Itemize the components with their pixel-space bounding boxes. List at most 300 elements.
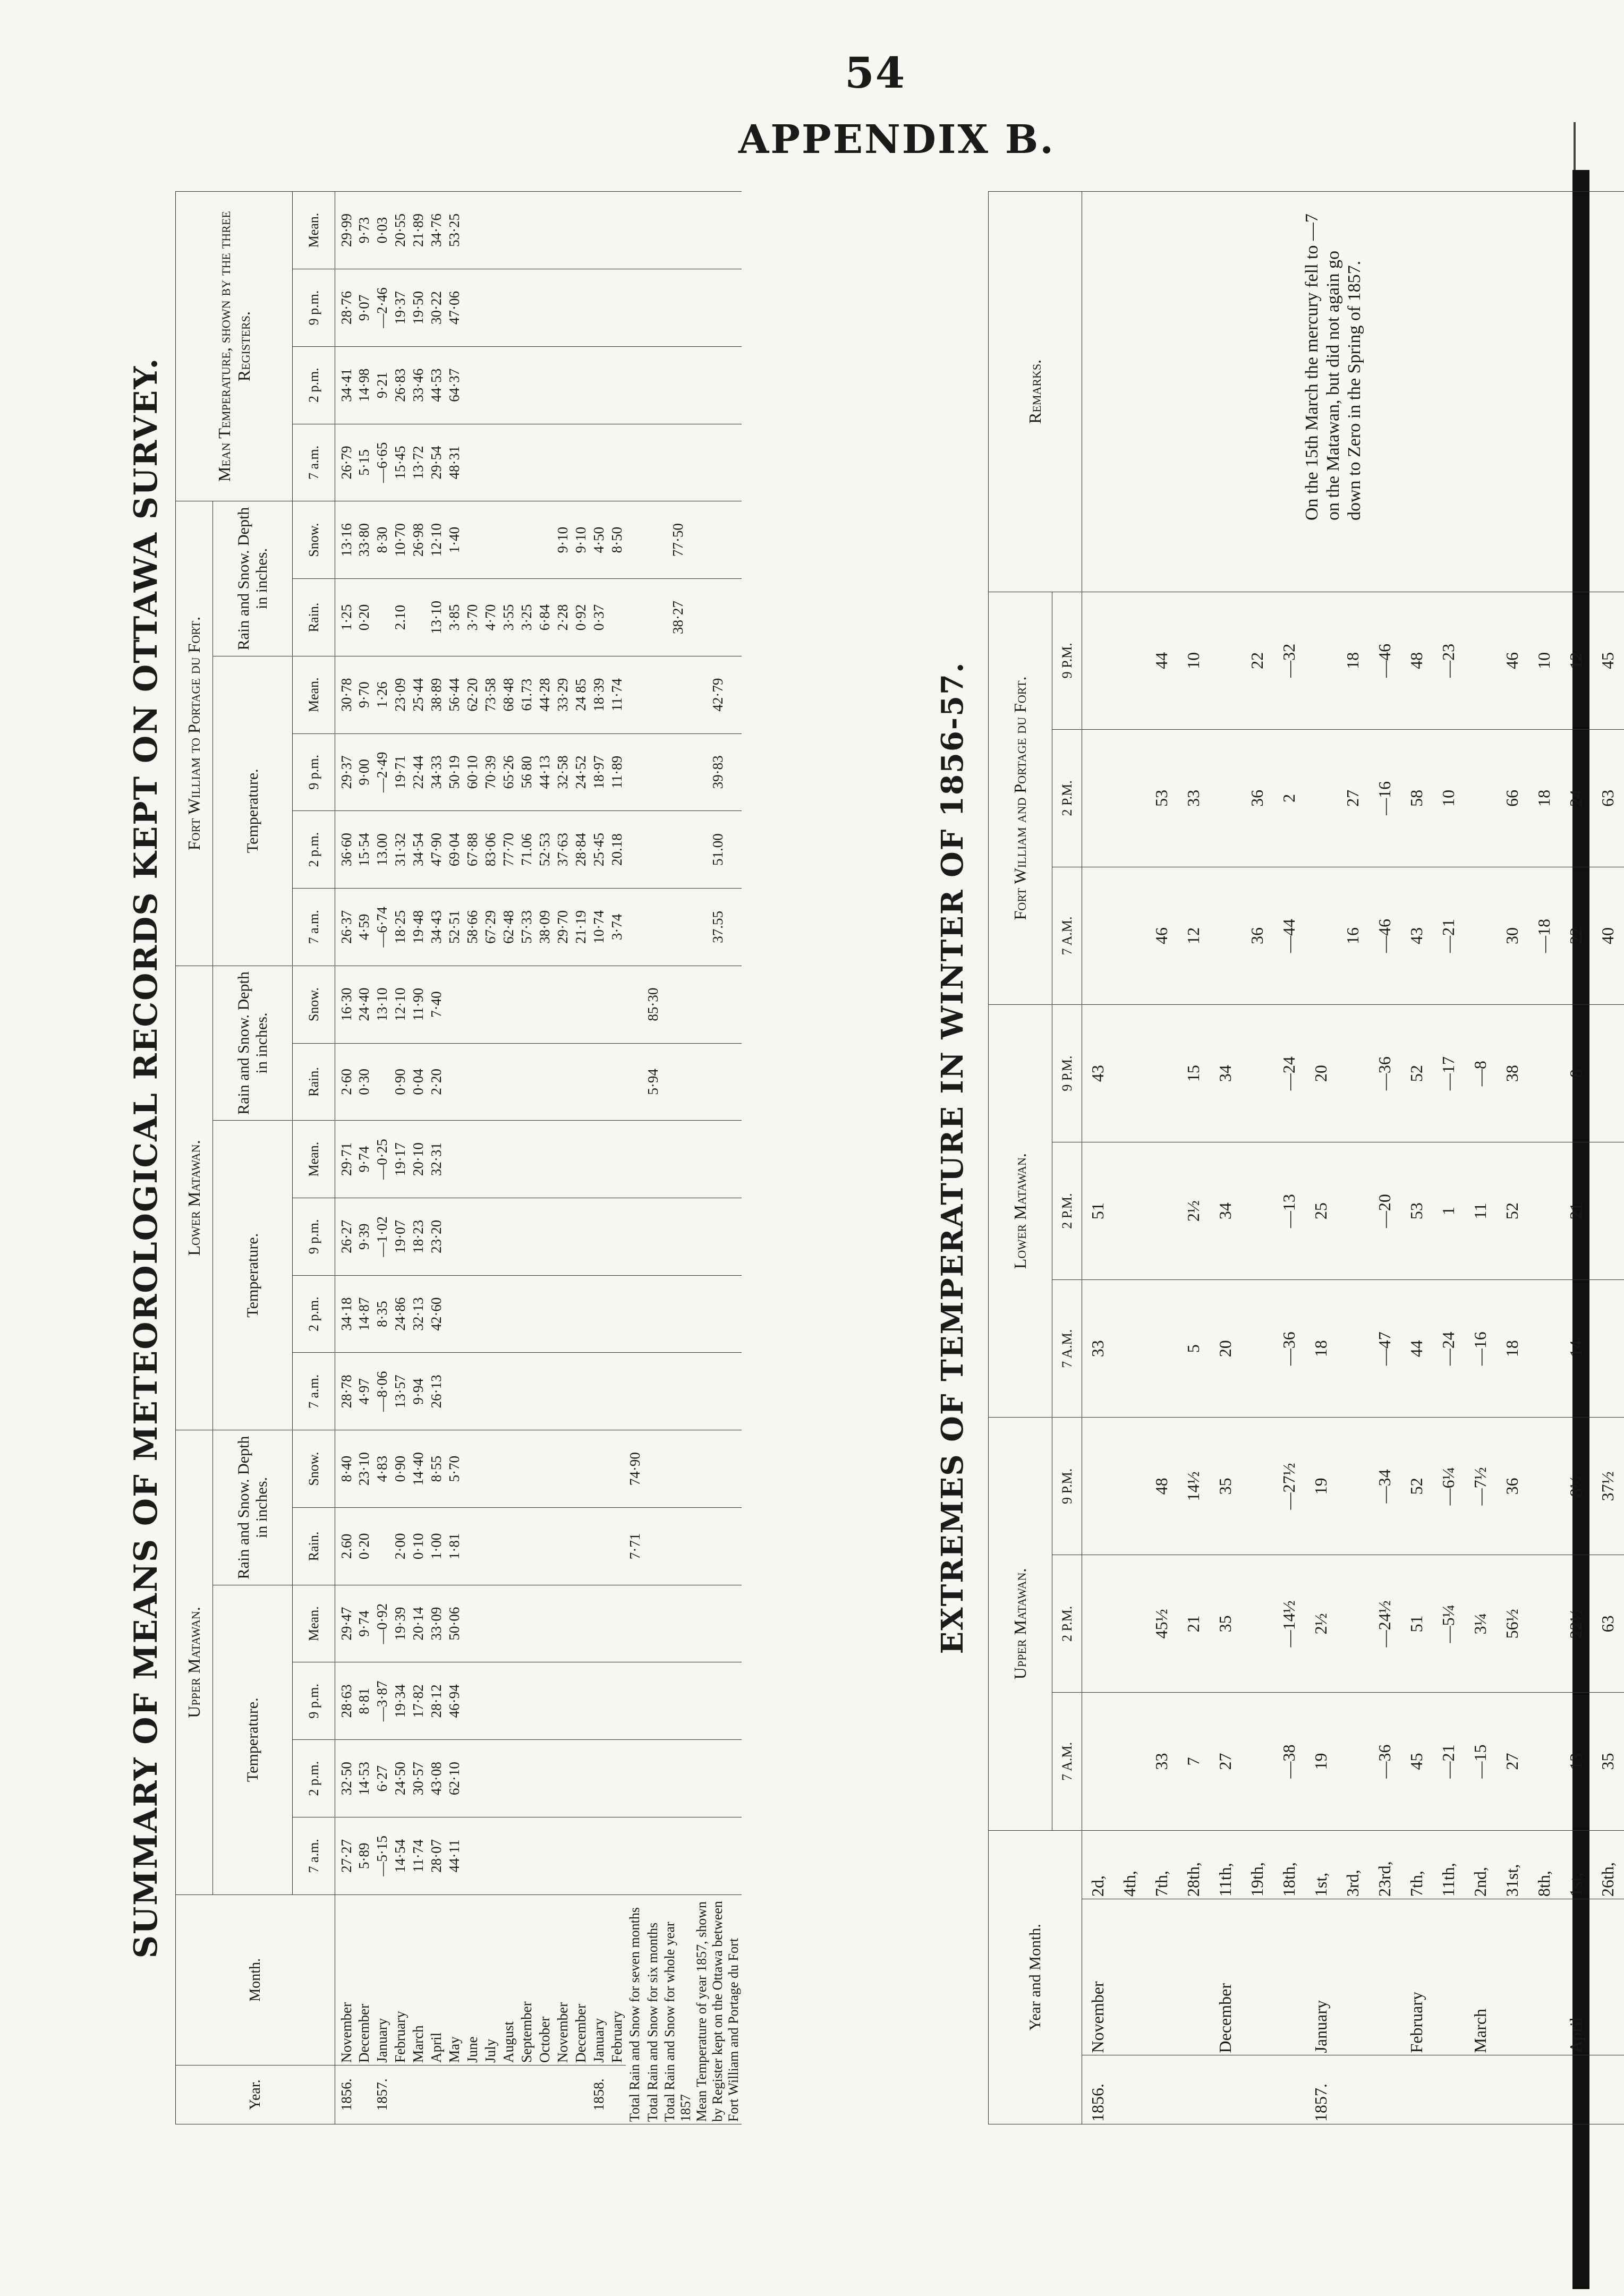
row-month: October [535,1894,554,2065]
summary-value: 22·44 [409,733,427,811]
registers-mean-value [463,424,481,501]
row-year [1146,2055,1178,2124]
extremes-upper-am7-header: 7 A.M. [1052,1693,1082,1830]
upper-rain-total: 7·71 [626,1508,644,1585]
extreme-value: 20 [1305,1005,1337,1142]
summary-value: 18·25 [391,889,409,966]
summary-value: 26·13 [427,1353,445,1430]
extreme-value [1082,1418,1114,1555]
summary-value [572,1662,590,1740]
summary-value: 77·70 [499,811,517,889]
summary-value [499,1585,517,1662]
empty-cell [644,1121,662,1198]
empty-cell [694,424,742,501]
row-month: November [1082,1899,1114,2055]
extreme-value: —20 [1369,1142,1401,1280]
extreme-value: —6¼ [1433,1418,1465,1555]
fort-year-mean [662,656,694,733]
summary-value: 19·34 [391,1662,409,1740]
extreme-value: 30 [1497,867,1528,1004]
extreme-value: 44 [1401,1280,1433,1418]
summary-value: 29·70 [554,889,572,966]
row-day: 23rd, [1369,1830,1401,1899]
summary-value [463,1508,481,1585]
remarks-cell [1178,192,1210,592]
empty-cell [662,1585,694,1662]
summary-value: 1·81 [445,1508,463,1585]
summary-value: 1·25 [335,579,355,656]
registers-mean-value [535,192,554,269]
registers-mean-value: 48·31 [445,424,463,501]
fort-rain-snow-header: Rain and Snow. Depth in inches. [213,501,293,656]
summary-value [590,1817,608,1894]
registers-mean-value [499,424,517,501]
extreme-value: —16 [1465,1280,1497,1418]
extreme-value: 53 [1146,729,1178,867]
summary-value: 0·20 [355,1508,373,1585]
summary-row [608,192,626,2124]
registers-mean-value [517,269,535,347]
summary-value [481,1585,499,1662]
extreme-value: 37½ [1592,1418,1624,1555]
summary-value: 9·00 [355,733,373,811]
registers-mean-value: 20·55 [391,192,409,269]
summary-value [554,1662,572,1740]
empty-cell [662,1198,694,1276]
remarks-cell [1497,192,1528,592]
summary-value: —0·92 [373,1585,391,1662]
summary-value [445,1198,463,1276]
summary-value: 11·74 [409,1817,427,1894]
summary-value [445,1275,463,1353]
summary-value [499,1662,517,1740]
summary-value [554,1817,572,1894]
extreme-value: 36 [1242,729,1273,867]
row-day: 3rd, [1337,1830,1369,1899]
extreme-value [1337,1693,1369,1830]
summary-value: 8·30 [373,501,391,579]
summary-value: 31·32 [391,811,409,889]
row-year [499,2065,517,2124]
summary-value [517,1585,535,1662]
row-day: 2d, [1082,1830,1114,1899]
lower-snow-header: Snow. [293,966,335,1043]
summary-value [535,1585,554,1662]
summary-value [608,1121,626,1198]
row-month: January [373,1894,391,2065]
extreme-value: 34 [1210,1005,1242,1142]
extreme-value: 36 [1497,1418,1528,1555]
summary-value [535,1817,554,1894]
registers-mean-value: 13·72 [409,424,427,501]
extremes-lower-pm9-header: 9 P.M. [1052,1005,1082,1142]
remarks-note: On the 15th March the mercury fell to —7 on the Matawan, but did not again go down to Zero in the Spring of 1857. [1302,214,1364,520]
empty-cell [694,1121,742,1198]
extremes-lower-header: Lower Matawan. [989,1005,1052,1418]
summary-value: 2·00 [391,1508,409,1585]
summary-value: 19·48 [409,889,427,966]
summary-value: 44·28 [535,656,554,733]
empty-cell [626,1121,644,1198]
registers-mean-value: 26·83 [391,346,409,424]
summary-row [554,192,572,2124]
summary-value: 46·94 [445,1662,463,1740]
empty-cell [662,346,694,424]
extreme-value [1146,1142,1178,1280]
row-day: 7th, [1401,1830,1433,1899]
lower-snow-total: 85·30 [644,966,662,1043]
upper-snow-total: 74·90 [626,1430,644,1508]
summary-value [590,1585,608,1662]
summary-value: 4·97 [355,1353,373,1430]
row-month [1528,1899,1560,2055]
summary-value [499,1508,517,1585]
summary-value [517,501,535,579]
summary-value: 3·74 [608,889,626,966]
summary-value: 52·53 [535,811,554,889]
lower-rain-total [626,1043,644,1121]
empty-cell [644,269,662,347]
totals-row [626,192,644,2124]
registers-mean-value [535,269,554,347]
summary-value [445,1043,463,1121]
summary-value [590,1740,608,1817]
summary-value [572,1121,590,1198]
summary-row [499,192,517,2124]
summary-value [481,1430,499,1508]
summary-value: 32·50 [335,1740,355,1817]
summary-value: 33·29 [554,656,572,733]
extreme-value: —18 [1528,867,1560,1004]
summary-value [517,966,535,1043]
summary-value [409,579,427,656]
registers-mean-value: —2·46 [373,269,391,347]
empty-cell [626,1275,644,1353]
summary-row [355,192,373,2124]
summary-value [590,1353,608,1430]
extreme-value: —36 [1273,1280,1305,1418]
summary-value [572,1817,590,1894]
extreme-value: 13 [1560,1693,1592,1830]
summary-value: 4·83 [373,1430,391,1508]
extreme-value [1337,1142,1369,1280]
extreme-value: 52 [1497,1142,1528,1280]
empty-cell [694,1740,742,1817]
summary-row [427,192,445,2124]
row-day: 7th, [1146,1830,1178,1899]
summary-value: 30·78 [335,656,355,733]
summary-value: 13·10 [427,579,445,656]
summary-value: 9·74 [355,1585,373,1662]
summary-value: 65·26 [499,733,517,811]
registers-mean-value: 0·03 [373,192,391,269]
registers-mean-value [590,269,608,347]
extreme-value [1465,592,1497,729]
summary-value: 18·97 [590,733,608,811]
extreme-value [1305,729,1337,867]
summary-value: 36·60 [335,811,355,889]
summary-value: 44·11 [445,1817,463,1894]
extremes-fort-pm2-header: 2 P.M. [1052,729,1082,867]
summary-value [608,966,626,1043]
extreme-value: 22½ [1560,1555,1592,1693]
extreme-value: —47 [1369,1280,1401,1418]
extreme-value: 21 [1178,1555,1210,1693]
summary-value [572,1585,590,1662]
summary-value: 19·39 [391,1585,409,1662]
extreme-value: 43 [1401,867,1433,1004]
extreme-value: 45½ [1146,1555,1178,1693]
row-month [1178,1899,1210,2055]
summary-value [590,1121,608,1198]
registers-mean-value: 30·22 [427,269,445,347]
summary-value: 67·29 [481,889,499,966]
registers-mean-value [463,269,481,347]
summary-value: 70·39 [481,733,499,811]
summary-value [517,1508,535,1585]
empty-cell [626,1198,644,1276]
extreme-value: 46 [1146,867,1178,1004]
extreme-value: 14½ [1178,1418,1210,1555]
summary-value [499,966,517,1043]
fort-year-mean: 42·79 [694,656,742,733]
row-month [1242,1899,1273,2055]
registers-mean-value [572,346,590,424]
extreme-value: 14 [1560,1280,1592,1418]
row-year [391,2065,409,2124]
summary-value [463,1817,481,1894]
fort-temperature-header: Temperature. [213,656,293,966]
summary-value: —1·02 [373,1198,391,1276]
remarks-cell [1242,192,1273,592]
extreme-value: 34 [1210,1142,1242,1280]
row-year [517,2065,535,2124]
summary-value: 11·90 [409,966,427,1043]
summary-value: 34·18 [335,1275,355,1353]
empty-cell [644,1585,662,1662]
lower-mean-header: Mean. [293,1121,335,1198]
summary-value [481,501,499,579]
fort-rain-header: Rain. [293,579,335,656]
summary-value [481,1740,499,1817]
extreme-value: 7 [1178,1693,1210,1830]
row-year [1210,2055,1242,2124]
summary-value [590,1662,608,1740]
summary-value: 2·28 [554,579,572,656]
row-year [463,2065,481,2124]
row-year: 1856. [1082,2055,1114,2124]
summary-value [517,1043,535,1121]
extreme-value: —13 [1273,1142,1305,1280]
remarks-cell [1401,192,1433,592]
summary-value: 10·70 [391,501,409,579]
empty-cell [694,1275,742,1353]
summary-value: 5·70 [445,1430,463,1508]
row-year [481,2065,499,2124]
extreme-value: —7½ [1465,1418,1497,1555]
upper-snow-total [694,1430,742,1508]
summary-row [590,192,608,2124]
summary-value: 14·87 [355,1275,373,1353]
extreme-value: 52 [1401,1005,1433,1142]
summary-value [535,1121,554,1198]
summary-value [481,1043,499,1121]
extreme-value: 48 [1401,592,1433,729]
upper-mean-header: Mean. [293,1585,335,1662]
registers-mean-value [517,192,535,269]
extreme-value [1210,729,1242,867]
summary-value [517,1198,535,1276]
row-day: 18th, [1273,1830,1305,1899]
extreme-value: —32 [1273,592,1305,729]
summary-value [554,1430,572,1508]
margin-mark [1574,122,1576,170]
row-year [355,2065,373,2124]
extreme-value: 19 [1305,1693,1337,1830]
empty-cell [694,1817,742,1894]
summary-value [608,1508,626,1585]
summary-value: 0·20 [355,579,373,656]
extreme-value: 22 [1242,592,1273,729]
registers-mean-value: 29·99 [335,192,355,269]
page-number: 54 [845,48,906,98]
year-header: Year. [176,2065,335,2124]
summary-value: 19·71 [391,733,409,811]
extreme-value: —38 [1273,1693,1305,1830]
summary-value: 83·06 [481,811,499,889]
registers-mean-value: 29·54 [427,424,445,501]
empty-cell [626,1817,644,1894]
remarks-cell [1114,192,1146,592]
lower-snow-total [694,966,742,1043]
summary-value [554,1198,572,1276]
remarks-cell [1082,192,1114,592]
extreme-value: —8 [1465,1005,1497,1142]
totals-label: Total Rain and Snow for six months [644,1894,662,2124]
summary-value: 4·50 [590,501,608,579]
extreme-value: —21 [1433,1693,1465,1830]
extreme-value: 27 [1210,1693,1242,1830]
summary-value [463,1043,481,1121]
summary-value: 4·59 [355,889,373,966]
extreme-value: —27½ [1273,1418,1305,1555]
summary-value: 20·14 [409,1585,427,1662]
empty-cell [644,1353,662,1430]
totals-row [644,192,662,2124]
row-year [427,2065,445,2124]
row-day: 26th, [1592,1830,1624,1899]
upper-pm9-header: 9 p.m. [293,1662,335,1740]
registers-mean-value [554,192,572,269]
row-year [554,2065,572,2124]
extremes-row [1242,192,1273,2124]
summary-value: 6·27 [373,1740,391,1817]
extreme-value [1146,1280,1178,1418]
extremes-fort-header: Fort William and Portage du Fort. [989,592,1052,1004]
extreme-value [1114,1418,1146,1555]
year-month-header: Year and Month. [989,1830,1082,2124]
summary-value [590,1508,608,1585]
empty-cell [694,1198,742,1276]
summary-value: 56·44 [445,656,463,733]
row-month: September [517,1894,535,2065]
summary-value: 42·60 [427,1275,445,1353]
summary-value [481,1275,499,1353]
summary-value [554,1353,572,1430]
extreme-value: 2 [1273,729,1305,867]
summary-value [608,1740,626,1817]
registers-mean-value: 9·07 [355,269,373,347]
upper-snow-total [644,1430,662,1508]
summary-value [463,1198,481,1276]
extreme-value [1114,592,1146,729]
lower-temperature-header: Temperature. [213,1121,293,1430]
extreme-value [1465,729,1497,867]
extreme-value: 36 [1242,867,1273,1004]
summary-row [373,192,391,2124]
row-month [1497,1899,1528,2055]
registers-mean-value [463,346,481,424]
row-day: 1st, [1560,1830,1592,1899]
row-month [1592,1899,1624,2055]
summary-value: 14·40 [409,1430,427,1508]
summary-value [572,1353,590,1430]
registers-mean-value [499,346,517,424]
empty-cell [626,269,644,347]
extreme-value: 46 [1497,592,1528,729]
summary-value [463,1275,481,1353]
extreme-value: 63 [1592,1555,1624,1693]
extremes-fort-pm9-header: 9 P.M. [1052,592,1082,729]
summary-value: 29·37 [335,733,355,811]
row-year [1273,2055,1305,2124]
summary-value [481,1198,499,1276]
empty-cell [644,192,662,269]
extreme-value [1242,1693,1273,1830]
summary-value: 24·52 [572,733,590,811]
extreme-value: —15 [1465,1693,1497,1830]
row-year [1337,2055,1369,2124]
summary-value [608,1353,626,1430]
empty-cell [644,1275,662,1353]
totals-label: Mean Temperature of year 1857, shown by Register kept on the Ottawa between Fort William and Portage du Fort [694,1894,742,2124]
summary-value: 69·04 [445,811,463,889]
extreme-value [1242,1555,1273,1693]
extreme-value: 51 [1401,1555,1433,1693]
summary-value: 38·09 [535,889,554,966]
extreme-value: 24 [1560,729,1592,867]
summary-value [608,1817,626,1894]
summary-value [481,1353,499,1430]
summary-value [572,1508,590,1585]
summary-value: —5·15 [373,1817,391,1894]
row-year [445,2065,463,2124]
extremes-upper-pm2-header: 2 P.M. [1052,1555,1082,1693]
row-month [1369,1899,1401,2055]
summary-value: 0·90 [391,1430,409,1508]
summary-value: 9·70 [355,656,373,733]
summary-value [554,1121,572,1198]
lower-matawan-header: Lower Matawan. [176,966,213,1430]
appendix-heading: APPENDIX B. [738,117,1056,163]
extreme-value: 3¼ [1465,1555,1497,1693]
summary-value: 27·27 [335,1817,355,1894]
summary-value [517,1353,535,1430]
fort-rain-total [644,579,662,656]
extreme-value [1528,1693,1560,1830]
registers-mean-value: 15·45 [391,424,409,501]
summary-value [517,1662,535,1740]
